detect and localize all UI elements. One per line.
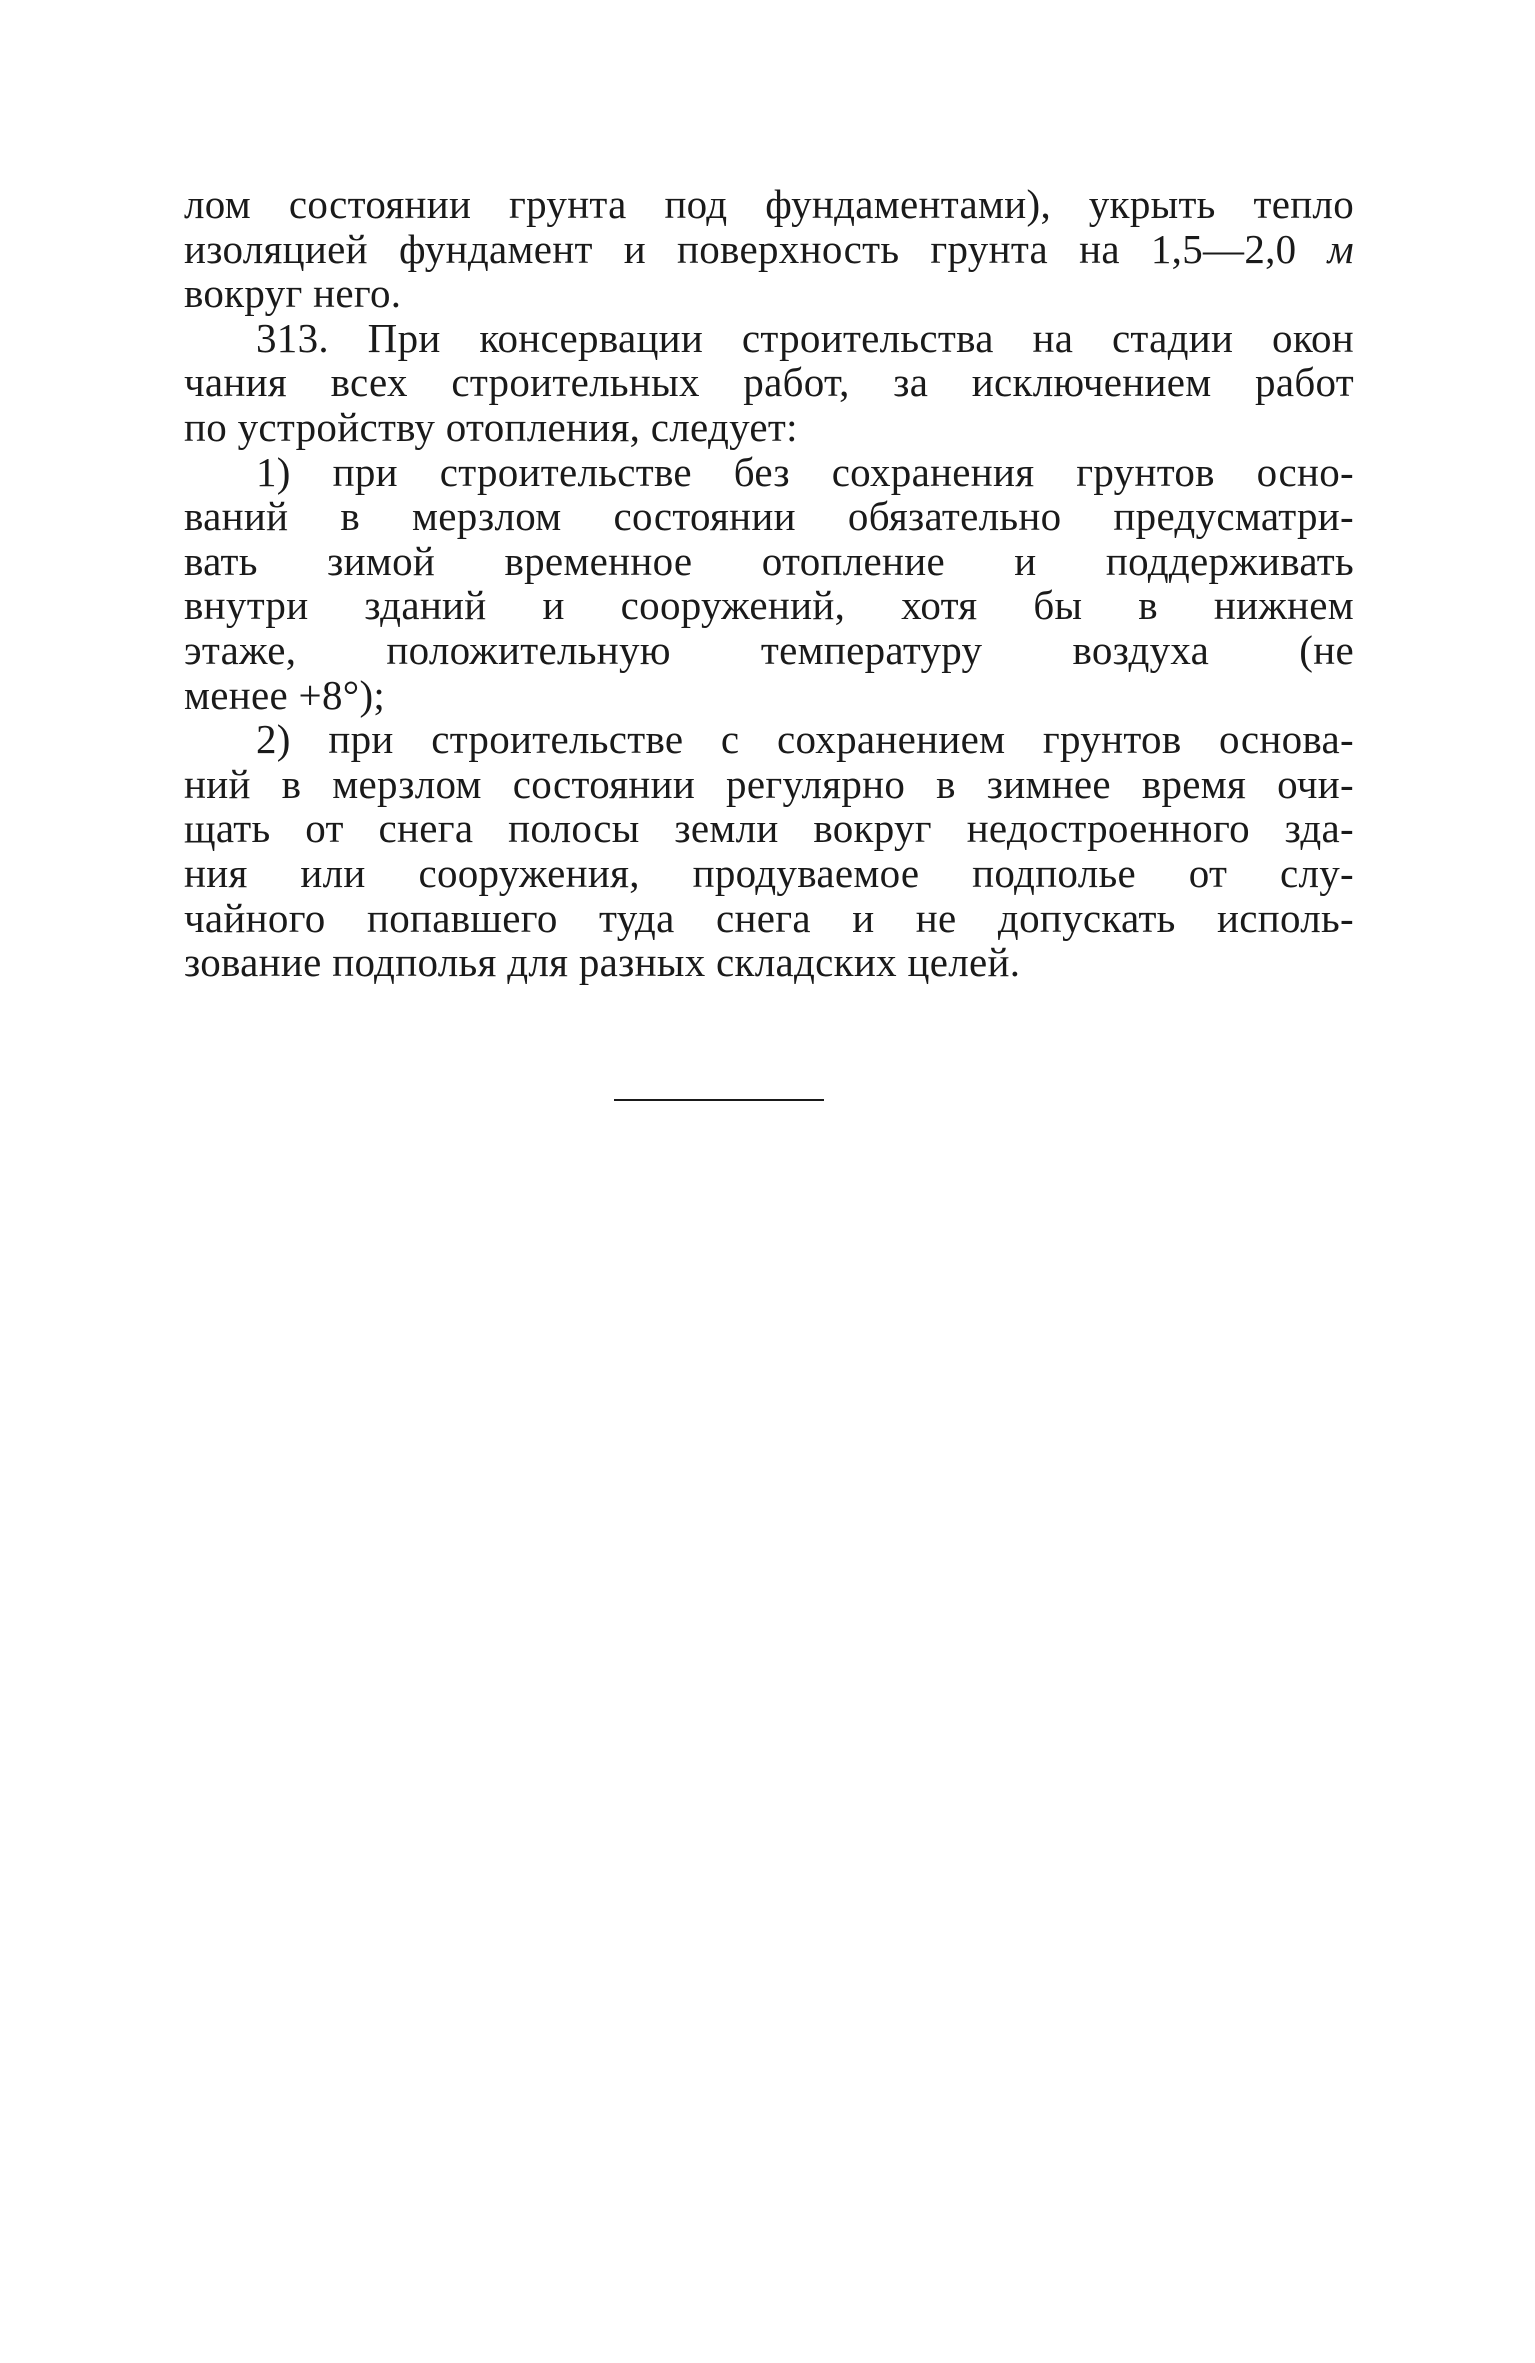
text-line-9: вать зимой временное отопление и поддерживать bbox=[184, 537, 1354, 584]
text-line-16: ния или сооружения, продуваемое подполье от слу- bbox=[184, 849, 1354, 896]
text-line-17: чайного попавшего туда снега и не допускать исполь- bbox=[184, 894, 1354, 941]
unit-meters: м bbox=[1327, 225, 1354, 272]
text-line-14: ний в мерзлом состоянии регулярно в зимнее время очи- bbox=[184, 760, 1354, 807]
text-line-1: лом состоянии грунта под фундаментами), укрыть тепло bbox=[184, 181, 1354, 227]
list-item-2-start: 2) при строительстве с сохранением грунтов основа- bbox=[256, 716, 1354, 763]
text-line-6: по устройству отопления, следует: bbox=[184, 403, 798, 450]
text-line-18: зование подполья для разных складских целей. bbox=[184, 939, 1021, 986]
text-line-15: щать от снега полосы земли вокруг недостроенного зда- bbox=[184, 805, 1354, 852]
text-line-10: внутри зданий и сооружений, хотя бы в нижнем bbox=[184, 582, 1354, 629]
text-line-11: этаже, положительную температуру воздуха (не bbox=[184, 626, 1354, 673]
text-line-12: менее +8°); bbox=[184, 671, 386, 718]
list-item-1-start: 1) при строительстве без сохранения грунтов осно- bbox=[256, 448, 1354, 495]
text-line-2-body: изоляцией фундамент и поверхность грунта на 1,5—2,0 bbox=[184, 225, 1297, 272]
text-line-3: вокруг него. bbox=[184, 270, 402, 317]
paragraph-313-start: 313. При консервации строительства на стадии окон bbox=[256, 314, 1354, 361]
text-line-5: чания всех строительных работ, за исключением работ bbox=[184, 359, 1354, 406]
section-divider-rule bbox=[614, 1099, 824, 1101]
text-line-8: ваний в мерзлом состоянии обязательно предусматри- bbox=[184, 493, 1354, 540]
text-line-2 bbox=[184, 227, 1354, 272]
body-text bbox=[184, 182, 1354, 985]
